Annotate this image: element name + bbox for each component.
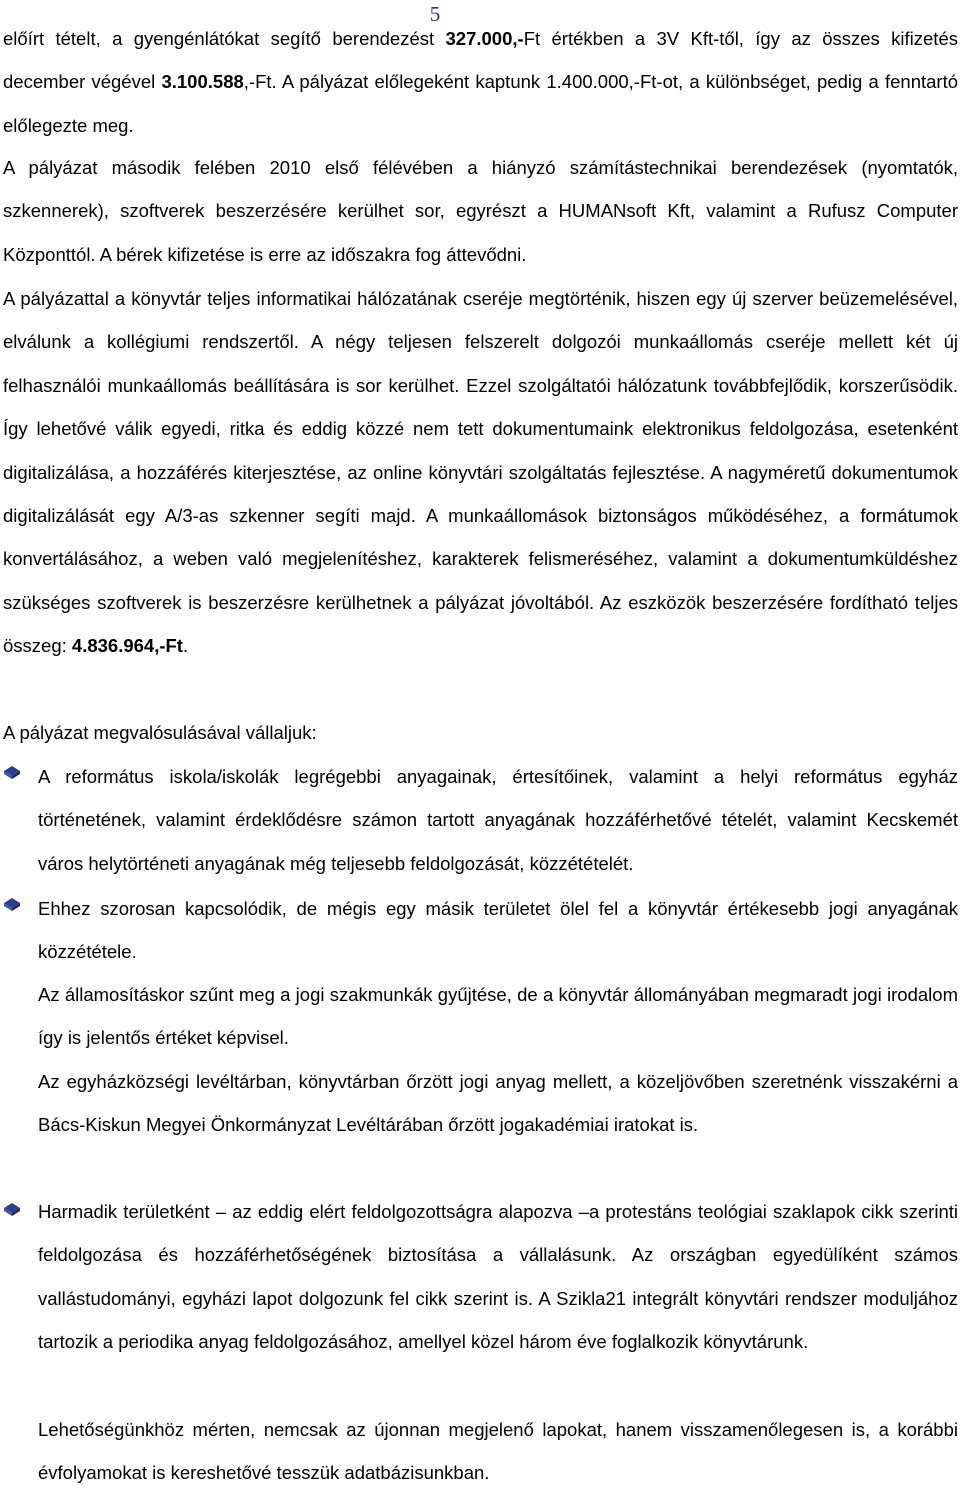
paragraph-second-half: A pályázat második felében 2010 első félévében a hiányzó számítástechnikai berendezések (nyomtatók, szkennerek), szoftverek beszerzésére kerülhet sor, egyrészt a HUMANsoft Kft, valamint a Rufusz Computer Központtól. A bérek kifizetése is erre az időszakra fog áttevődni. [3, 157, 958, 265]
amount-bold: 3.100.588 [161, 71, 244, 93]
paragraph-text: előírt tételt, a gyengénlátókat segítő berendezést [3, 28, 446, 49]
paragraph-text: . [182, 635, 189, 657]
list-item: Harmadik területként – az eddig elért feldolgozottságra alapozva –a protestáns teológiai szaklapok cikk szerinti feldolgozása és hozzáférhetőségének biztosítása a vállalásunk. Az országban egyedülíként számos vallástudományi, egyházi lapot dolgozunk fel cikk szerint is. A Szikla21 integrált könyvtári rendszer moduljához tartozik a periodika anyag feldolgozásához, amellyel közel három éve foglalkozik könyvtárunk. [38, 1201, 958, 1353]
list-item: Ehhez szorosan kapcsolódik, de mégis egy másik területet ölel fel a könyvtár értékesebb jogi anyagának közzététele. [38, 898, 958, 963]
paragraph-payments [3, 17, 958, 147]
paragraph-text: ,-Ft. A pályázat előlegeként kaptunk 1.400.000,-Ft-ot, a különbséget, pedig a fenntartó előlegezte meg. [3, 71, 958, 136]
paragraph-network [3, 277, 958, 668]
paragraph-text: Ft értékben a 3V Kft-től, így az összes kifizetés december végével [3, 28, 958, 93]
total-amount-bold: 4.836.964,-Ft [71, 635, 183, 657]
diamond-bullet-icon [3, 766, 21, 780]
page-number: 5 [429, 2, 441, 26]
paragraph-text: A pályázattal a könyvtár teljes informatikai hálózatának cseréje megtörténik, hiszen egy új szerver beüzemelésével, elválunk a kollégiumi rendszertől. A négy teljesen felszerelt dolgozói munkaállomás cseréje mellett két új felhasználói munkaállomás beállítására is sor kerülhet. Ezzel szolgáltatói hálózatunk továbbfejlődik, korszerűsödik. Így lehetővé válik egyedi, ritka és eddig közzé nem tett dokumentumaink elektronikus feldolgozása, esetenként digitalizálása, a hozzáférés kiterjesztése, az online könyvtári szolgáltatás fejlesztése. A nagyméretű dokumentumok digitalizálását egy A/3-as szkenner segíti majd. A munkaállomások biztonságos működéséhez, a formátumok konvertálásához, a weben való megjelenítéshez, karakterek felismeréséhez, valamint a dokumentumküldéshez szükséges szoftverek is beszerzésre kerülhetnek a pályázat jóvoltából. Az eszközök beszerzésére fordítható teljes összeg: [3, 288, 958, 657]
list-item: A református iskola/iskolák legrégebbi anyagainak, értesítőinek, valamint a helyi református egyház történetének, valamint érdeklődésre számon tartott anyagának hozzáférhetővé tételét, valamint Kecskemét város helytörténeti anyagának még teljesebb feldolgozását, közzétételét. [38, 766, 958, 874]
diamond-bullet-icon [3, 898, 21, 912]
list-item-continuation: Lehetőségünkhöz mérten, nemcsak az újonnan megjelenő lapokat, hanem visszamenőlegesen is, a korábbi évfolyamokat is kereshetővé tesszük adatbázisunkban. [38, 1419, 958, 1484]
diamond-bullet-icon [3, 1203, 21, 1217]
list-item-continuation: Az államosításkor szűnt meg a jogi szakmunkák gyűjtése, de a könyvtár állományában megmaradt jogi irodalom így is jelentős értéket képvisel. [38, 984, 958, 1049]
paragraph-commitments-intro: A pályázat megvalósulásával vállaljuk: [3, 722, 317, 743]
list-item-continuation: Az egyházközségi levéltárban, könyvtárban őrzött jogi anyag mellett, a közeljövőben szeretnénk visszakérni a Bács-Kiskun Megyei Önkormányzat Levéltárában őrzött jogakadémiai iratokat is. [38, 1071, 958, 1136]
amount-bold: 327.000,- [445, 28, 524, 49]
